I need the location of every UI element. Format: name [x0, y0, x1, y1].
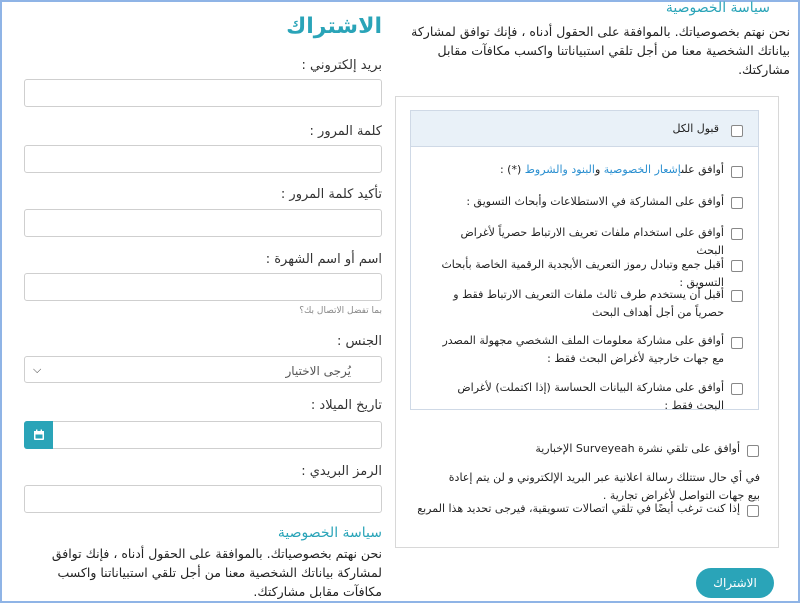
accept-all-label: قبول الكل [672, 122, 719, 135]
newsletter-checkbox[interactable] [747, 445, 759, 457]
postal-label: الرمز البريدي : [301, 464, 382, 479]
form-title: الاشتراك [286, 14, 382, 39]
form-privacy-text: نحن نهتم بخصوصياتك. بالموافقة على الحقول أدناه ، فإنك توافق لمشاركة بياناتك الشخصية معنا من أجل تلقي استبياناتنا واكسب مكافآت مقابل مشاركتك. [51, 546, 382, 599]
top-privacy-text: نحن نهتم بخصوصياتك. بالموافقة على الحقول أدناه ، فإنك توافق لمشاركة بياناتك الشخصية معنا من أجل تلقي استبياناتنا واكسب مكافآت مقابل مشاركتك. [411, 24, 790, 77]
consent-profile-label: أوافق على مشاركة معلومات الملف الشخصي مجهولة المصدر مع جهات خارجية لأغراض البحث فقط : [442, 334, 724, 365]
newsletter-label: أوافق على تلقي نشرة Surveyeah الإخبارية [535, 442, 740, 455]
marketing-label: إذا كنت ترغب أيضًا في تلقي اتصالات تسويقية، فيرجى تحديد هذا المربع [417, 502, 740, 515]
calendar-icon [33, 429, 45, 441]
chevron-down-icon: ⌵ [33, 363, 42, 376]
consent-surveys-label: أوافق على المشاركة في الاستطلاعات وأبحاث التسويق : [466, 195, 724, 208]
gender-label: الجنس : [337, 334, 382, 349]
name-label: اسم أو اسم الشهرة : [265, 252, 382, 267]
consent-terms-and: و [594, 163, 604, 176]
calendar-button[interactable] [24, 421, 53, 449]
privacy-notice-link[interactable]: إشعار الخصوصية [603, 163, 682, 176]
consent-terms-prefix: أوافق على [681, 163, 724, 176]
terms-link[interactable]: البنود والشروط [524, 163, 595, 176]
accept-all-checkbox[interactable] [731, 125, 743, 137]
consent-sensitive-label: أوافق على مشاركة البيانات الحساسة (إذا اكتملت) لأغراض البحث فقط : [457, 381, 724, 412]
top-privacy-title: سياسة الخصوصية [665, 0, 770, 16]
consent-terms-label [439, 161, 724, 179]
subscribe-button[interactable]: الاشتراك [696, 568, 774, 598]
postal-input[interactable] [24, 485, 382, 513]
consent-third-party-checkbox[interactable] [731, 290, 743, 302]
birthdate-input[interactable] [24, 421, 382, 449]
consent-surveys-checkbox[interactable] [731, 197, 743, 209]
consent-third-party-label: أقبل أن يستخدم طرف ثالث ملفات التعريف الارتباط فقط و حصرياً من أجل أهداف البحث [453, 288, 724, 319]
email-label: بريد إلكتروني : [301, 58, 382, 73]
consent-terms-suffix: (*) : [499, 163, 525, 176]
form-privacy-title: سياسة الخصوصية [277, 525, 382, 541]
consent-sensitive-checkbox[interactable] [731, 383, 743, 395]
name-hint: بما تفضل الاتصال بك؟ [299, 306, 382, 316]
email-input[interactable] [24, 79, 382, 107]
birthdate-label: تاريخ الميلاد : [310, 398, 382, 413]
confirm-password-label: تأكيد كلمة المرور : [280, 187, 382, 202]
password-input[interactable] [24, 145, 382, 173]
gender-selected: يُرجى الاختيار [285, 364, 351, 378]
consent-cookies-label: أوافق على استخدام ملفات تعريف الارتباط حصرياً لأغراض البحث [460, 226, 724, 257]
consent-cookies-checkbox[interactable] [731, 228, 743, 240]
marketing-checkbox[interactable] [747, 505, 759, 517]
consent-codes-checkbox[interactable] [731, 260, 743, 272]
email-notice-text: في أي حال ستتلك رسالة اعلانية عبر البريد الإلكتروني و لن يتم إعادة بيع جهات التواصل لأغراض تجارية . [448, 471, 760, 502]
confirm-password-input[interactable] [24, 209, 382, 237]
consent-codes-label: أقبل جمع وتبادل رموز التعريف الأبجدية الرقمية الخاصة بأبحاث التسويق : [441, 258, 724, 289]
consent-terms-checkbox[interactable] [731, 166, 743, 178]
name-input[interactable] [24, 273, 382, 301]
consent-profile-checkbox[interactable] [731, 337, 743, 349]
password-label: كلمة المرور : [309, 124, 382, 139]
gender-select[interactable] [24, 356, 382, 383]
